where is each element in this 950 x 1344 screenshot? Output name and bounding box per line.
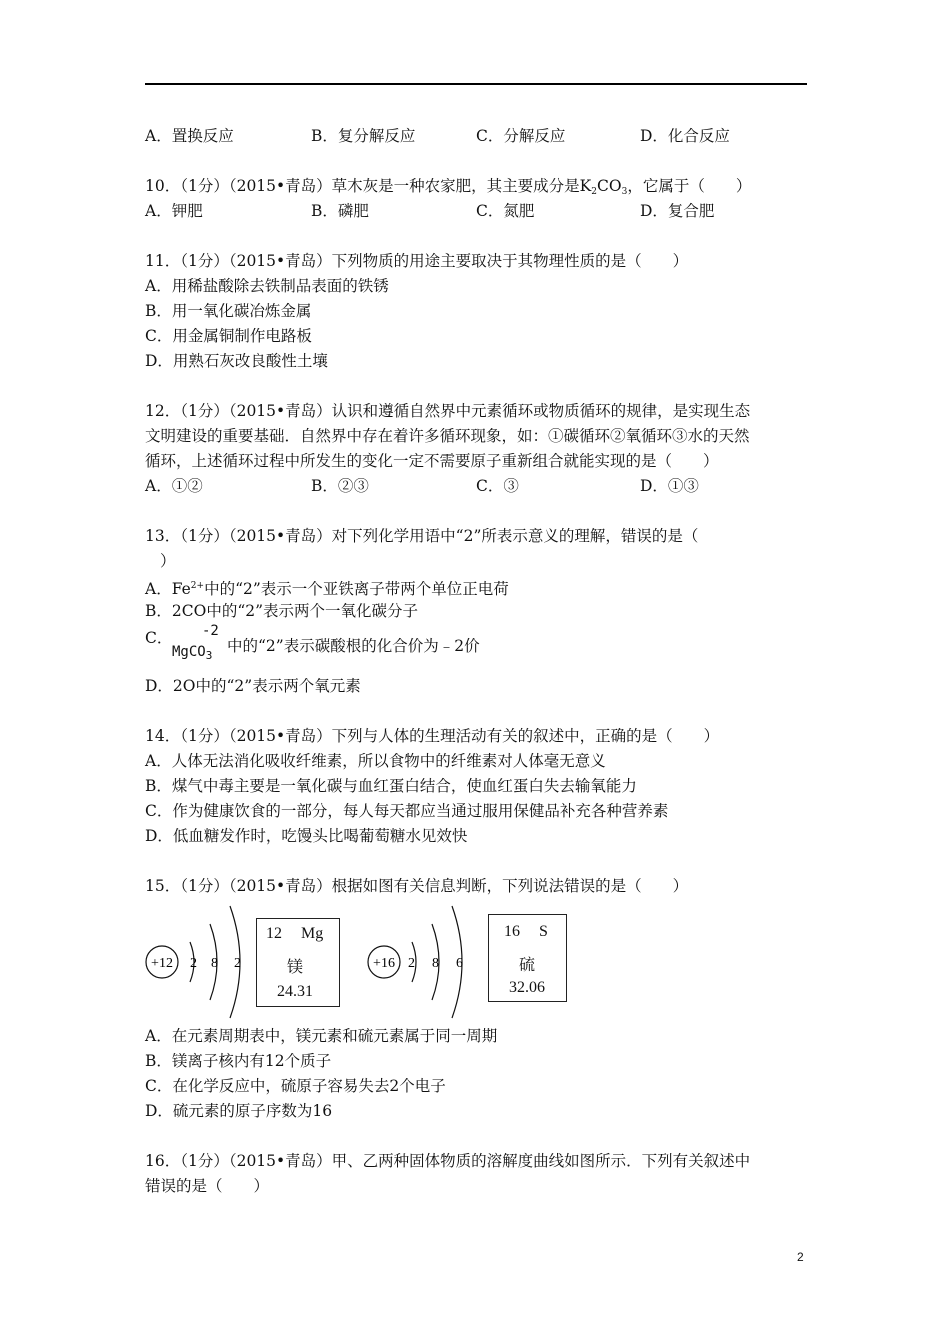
mg-element-card (256, 918, 340, 1007)
mg-shell-3: 2 (234, 956, 241, 971)
page-number: 2 (797, 1250, 804, 1264)
mg-symbol: Mg (301, 925, 324, 942)
q12-stem-line-3: 循环，上述循环过程中所发生的变化一定不需要原子重新组合就能实现的是（ ） (145, 452, 719, 470)
s-symbol: S (539, 923, 548, 940)
q10-option-a: A．钾肥 (145, 202, 203, 220)
q13-option-c-label: C． (145, 629, 173, 647)
q9-option-b: B．复分解反应 (311, 127, 416, 145)
q13-option-d: D．2O中的“2”表示两个氧元素 (145, 677, 361, 695)
q14-option-d: D．低血糖发作时，吃馒头比喝葡萄糖水见效快 (145, 827, 468, 845)
q13-option-c-text: 中的“2”表示碳酸根的化合价为﹣2价 (227, 637, 480, 655)
s-nucleus-label: +16 (373, 956, 395, 971)
mg-atomic-mass: 24.31 (277, 983, 313, 1000)
s-element-card (488, 914, 567, 1002)
q13-option-a: A．$Fe^{2+}$中的“2”表示一个亚铁离子带两个单位正电荷 (145, 580, 509, 598)
mgco3-formula: MgCO$_3$ (172, 644, 213, 662)
q10-option-d: D．复合肥 (640, 202, 715, 220)
q9-option-a: A．置换反应 (145, 127, 234, 145)
q16-stem-line-1: 16．（1分）（2015•青岛）甲、乙两种固体物质的溶解度曲线如图所示．下列有关叙述中 (145, 1152, 751, 1170)
valence-mark: -2 (202, 623, 219, 639)
s-atomic-mass: 32.06 (509, 979, 545, 996)
q12-option-a: A．①② (145, 477, 203, 495)
q10-stem: 10．（1分）（2015•青岛）草木灰是一种农家肥，其主要成分是$K_2CO_3$，它属于（ ） (145, 177, 752, 197)
q9-option-c: C．分解反应 (476, 127, 566, 145)
q14-stem: 14．（1分）（2015•青岛）下列与人体的生理活动有关的叙述中，正确的是（ ） (145, 727, 720, 745)
q11-option-a: A．用稀盐酸除去铁制品表面的铁锈 (145, 277, 389, 295)
mg-shell-2: 8 (211, 956, 218, 971)
q9-option-d: D．化合反应 (640, 127, 730, 145)
q15-option-d: D．硫元素的原子序数为16 (145, 1102, 333, 1120)
mg-shell-1: 2 (190, 956, 197, 971)
q12-stem-line-1: 12．（1分）（2015•青岛）认识和遵循自然界中元素循环或物质循环的规律，是实现生态 (145, 402, 751, 420)
s-shell-1: 2 (408, 956, 415, 971)
q14-option-b: B．煤气中毒主要是一氧化碳与血红蛋白结合，使血红蛋白失去输氧能力 (145, 777, 637, 795)
mg-name: 镁 (287, 957, 304, 976)
q15-option-b: B．镁离子核内有12个质子 (145, 1052, 332, 1070)
q13-stem-line-1: 13．（1分）（2015•青岛）对下列化学用语中“2”所表示意义的理解，错误的是（ (145, 527, 699, 545)
mg-atom-structure-diagram (140, 900, 260, 1020)
q10-option-b: B．磷肥 (311, 202, 369, 220)
q15-option-c: C．在化学反应中，硫原子容易失去2个电子 (145, 1077, 446, 1095)
s-atomic-number: 16 (504, 923, 520, 940)
q12-option-c: C．③ (476, 477, 519, 495)
q11-option-d: D．用熟石灰改良酸性土壤 (145, 352, 328, 370)
q13-stem-line-2: ） (160, 552, 176, 570)
s-shell-2: 8 (432, 956, 439, 971)
q11-stem: 11．（1分）（2015•青岛）下列物质的用途主要取决于其物理性质的是（ ） (145, 252, 689, 270)
q11-option-c: C．用金属铜制作电路板 (145, 327, 312, 345)
q12-option-b: B．②③ (311, 477, 369, 495)
s-atom-structure-diagram (362, 900, 482, 1020)
mg-nucleus-label: +12 (151, 956, 173, 971)
s-name: 硫 (519, 955, 536, 974)
mg-atomic-number: 12 (266, 925, 282, 942)
q10-option-c: C．氮肥 (476, 202, 535, 220)
q16-stem-line-2: 错误的是（ ） (145, 1177, 270, 1195)
header-rule (145, 83, 807, 85)
q14-option-a: A．人体无法消化吸收纤维素，所以食物中的纤维素对人体毫无意义 (145, 752, 606, 770)
q12-option-d: D．①③ (640, 477, 699, 495)
q14-option-c: C．作为健康饮食的一部分，每人每天都应当通过服用保健品补充各种营养素 (145, 802, 669, 820)
s-shell-3: 6 (456, 956, 463, 971)
q11-option-b: B．用一氧化碳冶炼金属 (145, 302, 312, 320)
q13-option-b: B．2CO中的“2”表示两个一氧化碳分子 (145, 602, 419, 620)
q12-stem-line-2: 文明建设的重要基础．自然界中存在着许多循环现象，如：①碳循环②氧循环③水的天然 (145, 427, 750, 445)
q15-stem: 15．（1分）（2015•青岛）根据如图有关信息判断，下列说法错误的是（ ） (145, 877, 689, 895)
q15-option-a: A．在元素周期表中，镁元素和硫元素属于同一周期 (145, 1027, 498, 1045)
